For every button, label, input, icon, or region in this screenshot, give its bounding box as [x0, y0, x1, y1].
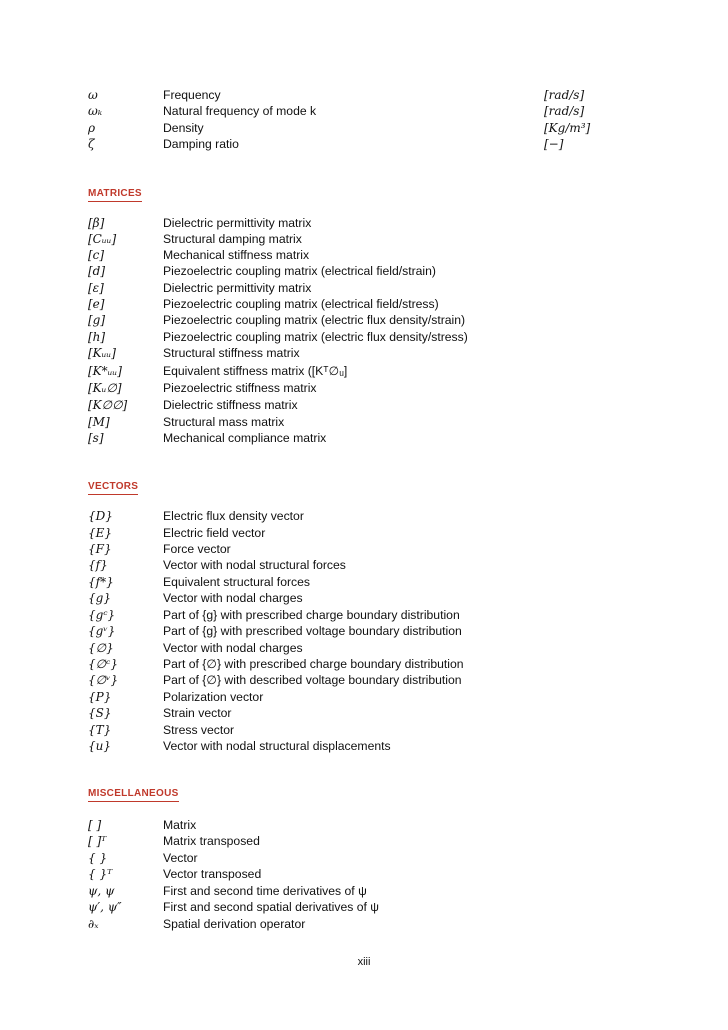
description: Part of {g} with prescribed charge boundary distribution [163, 608, 460, 622]
symbol: [d] [88, 264, 106, 278]
description: Damping ratio [163, 137, 239, 151]
symbol: [Cᵤᵤ] [88, 232, 117, 246]
description: Structural mass matrix [163, 415, 285, 429]
symbol: { }ᵀ [88, 867, 113, 881]
symbol: {f} [88, 558, 108, 572]
description: Force vector [163, 542, 231, 556]
description: Natural frequency of mode k [163, 104, 317, 118]
symbol: {S} [88, 706, 112, 720]
description: Vector with nodal structural forces [163, 558, 346, 572]
symbol: { } [88, 851, 108, 865]
symbol: [c] [88, 248, 105, 262]
symbol: {∅ᵛ} [88, 673, 119, 687]
symbol: [ε] [88, 281, 104, 295]
description: Dielectric stiffness matrix [163, 398, 298, 412]
symbol: {∅ᶜ} [88, 657, 118, 671]
description: Vector with nodal structural displacements [163, 739, 391, 753]
symbol: [K*ᵤᵤ] [88, 364, 122, 378]
symbol: {gᶜ} [88, 608, 116, 622]
symbol: [K∅∅] [88, 398, 128, 412]
symbol: {g} [88, 591, 111, 605]
symbol: ζ [88, 137, 95, 151]
description: Equivalent structural forces [163, 575, 310, 589]
description: Density [163, 121, 204, 135]
description: Vector transposed [163, 867, 262, 881]
symbol: {gᵛ} [88, 624, 116, 638]
section-heading-matrices: MATRICES [88, 187, 142, 202]
page-number: xiii [357, 956, 371, 968]
symbol: ρ [88, 121, 96, 135]
description: Spatial derivation operator [163, 917, 306, 931]
description: Matrix [163, 818, 197, 832]
symbol: [e] [88, 297, 105, 311]
symbol: [β] [88, 216, 105, 230]
description: Part of {∅} with described voltage boundary distribution [163, 673, 462, 687]
section-heading-vectors: VECTORS [88, 480, 138, 495]
description: Mechanical compliance matrix [163, 431, 327, 445]
description: Electric flux density vector [163, 509, 304, 523]
description: Piezoelectric coupling matrix (electrical field/stress) [163, 297, 439, 311]
symbol: [s] [88, 431, 104, 445]
section-heading-miscellaneous: MISCELLANEOUS [88, 787, 179, 802]
symbol: ω [88, 88, 98, 102]
symbol: [ ] [88, 818, 102, 832]
description: Polarization vector [163, 690, 264, 704]
unit: [rad/s] [544, 104, 585, 118]
symbol: [g] [88, 313, 106, 327]
description: Part of {g} with prescribed voltage boundary distribution [163, 624, 462, 638]
description: Dielectric permittivity matrix [163, 281, 312, 295]
description: Piezoelectric coupling matrix (electric flux density/stress) [163, 330, 468, 344]
description: Mechanical stiffness matrix [163, 248, 310, 262]
description: Structural damping matrix [163, 232, 302, 246]
symbol: [ ]ᵀ [88, 834, 107, 848]
description: Vector with nodal charges [163, 591, 303, 605]
description: Strain vector [163, 706, 232, 720]
symbol: ωₖ [88, 104, 103, 118]
description: Part of {∅} with prescribed charge boundary distribution [163, 657, 464, 671]
symbol: {P} [88, 690, 112, 704]
symbol: {E} [88, 526, 113, 540]
symbol: [M] [88, 415, 110, 429]
description: Frequency [163, 88, 221, 102]
description: Piezoelectric coupling matrix (electrical field/strain) [163, 264, 436, 278]
symbol: {T} [88, 723, 112, 737]
unit: [Kg/m³] [544, 121, 591, 135]
description: Structural stiffness matrix [163, 346, 300, 360]
description: First and second time derivatives of ψ [163, 884, 367, 898]
symbol: [Kᵤ∅] [88, 381, 122, 395]
symbol: [h] [88, 330, 106, 344]
description: Piezoelectric stiffness matrix [163, 381, 317, 395]
symbol: ψ, ψ [88, 884, 115, 898]
description: First and second spatial derivatives of ψ [163, 900, 379, 914]
unit: [rad/s] [544, 88, 585, 102]
symbol: {f*} [88, 575, 114, 589]
description: Vector [163, 851, 198, 865]
description: Vector with nodal charges [163, 641, 303, 655]
description: Electric field vector [163, 526, 266, 540]
description: Piezoelectric coupling matrix (electric flux density/strain) [163, 313, 466, 327]
description: Dielectric permittivity matrix [163, 216, 312, 230]
symbol: ∂ₓ [88, 917, 99, 931]
symbol: {D} [88, 509, 113, 523]
unit: [−] [544, 137, 564, 151]
symbol: {∅} [88, 641, 114, 655]
symbol: {u} [88, 739, 111, 753]
description: Matrix transposed [163, 834, 260, 848]
symbol: [Kᵤᵤ] [88, 346, 116, 360]
description: Stress vector [163, 723, 235, 737]
symbol: ψ′, ψ″ [88, 900, 122, 914]
symbol: {F} [88, 542, 112, 556]
description: Equivalent stiffness matrix ([Kᵀ∅ᵤ] [163, 364, 348, 378]
